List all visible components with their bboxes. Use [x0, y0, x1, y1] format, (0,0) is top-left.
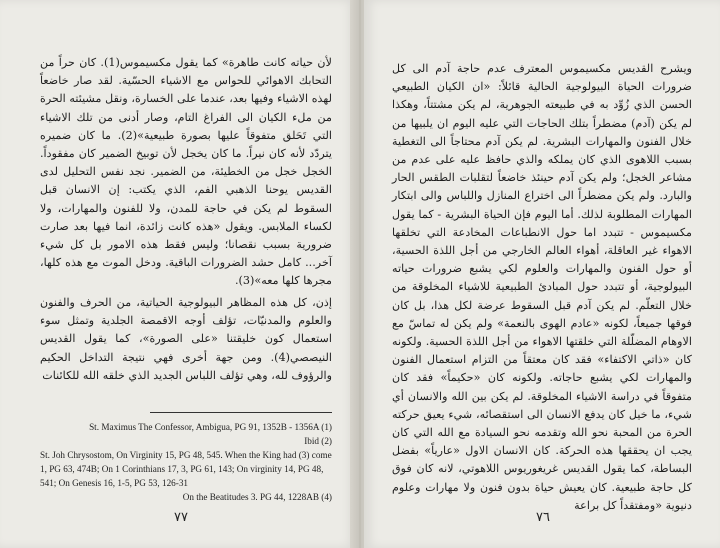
footnote-divider [150, 412, 332, 413]
left-page [0, 0, 356, 548]
footnote-4: On the Beatitudes 3. PG 44, 1228AB (4) [182, 492, 332, 502]
left-paragraph-1-text: لأن حياته كانت طاهرة» كما يقول مكسيموس(1). كان حراً من التحابك الاهوائي للحواس مع الاشياء الحسّية. لقد صار خاضعاً لهذه الاشياء وفيها بعد، عندما على الخسارة، ونقل مشيئته الحرة من ملء الكيان الى الفراغ التام، وصار أدنى من تلك الاشياء التي تَحَلق متفوقاً عليها بصورة طبيعية»(2). ما كان ضميره يتردّد لأنه كان نيراً. ما كان يخجل لأن توبيخ الضمير كان مفقوداً. الخجل خجل من الخطيئة، من الضمير. نجد نفس التحليل لدى القديس يوحنا الذهبي الفم، الذي يكتب: إن الانسان قبل السقوط لم يكن في حاجة للمدن، ولا للفنون والمهارات، ولا لكساء الملابس. ويقول «هذه كانت زائدة، انما فيها بعد صارت ضرورية بسبب نقصانا؛ وليس فقط هذه الامور بل كل شيء آخر... كامل حشد الضرورات الباقية. ودخل الموت مع هذه كلها، مجرها كلها معه»(3). [40, 56, 332, 288]
footnotes [40, 420, 332, 504]
left-page-number: ٧٧ [174, 510, 188, 525]
right-paragraph-1-text: ويشرح القديس مكسيموس المعترف عدم حاجة آدم الى كل ضرورات الحياة البيولوجية الحالية قائلاً: «ان الكيان الطبيعي الحسن الذي زُوِّد به في طبيعته الجوهرية، لم يكن مشتتاً، وهكذا لم يكن (آدم) مضطراً بتلك الحاجات التي عليه اليوم ان يلبيها من خلال الفنون والمهارات البشرية. لم يكن آدم محتاجاً الى التغطية بسبب اللاهوى الذي كان يملكه والذي حافظ عليه على عدم من مشاعر الخجل؛ ولم يكن آدم حينئذ خاضعاً لتقلبات الطقس الحار والبارد. ولم يكن مضطراً الى اختراع المنازل واللباس والى ابتكار المهارات المطلوبة لذلك. أما اليوم فإن الحياة البشرية - كما يقول مكسيموس - تتبدد اما حول الانطباعات المخادعة التي تخلقها الاهواء غير العاقلة، أهواء العالم الخارجي من أجل اللذة الحسية، أو حول الفنون والمهارات والعلوم لكي يشبع ضرورات حياته البيولوجية، أو تتبدد حول المبادئ الطبيعية للاشياء المخلوقة من خلال التعلّم. لم يكن آدم قبل السقوط عرضة لكل هذا، بل كان فوقها جميعاً، لكونه «عادم الهوى بالنعمة» ولم يكن له تماسّ مع الاوهام المضلّلة التي خلقتها الاهواء من أجل اللذة الحسية. ولكونه كان «ذاتي الاكتفاء» فقد كان معتقاً من التزام استعمال الفنون والمهارات لكي يشبع حاجاته. ولكونه كان «حكيماً» فقد كان متفوقاً في دراسة الاشياء المخلوقة. لم يكن بين الله والانسان أي شيء، ما خيل كان يدفع الانسان الى استقصائه، شيء يعيق حركته الحرة من المحبة نحو الله وتقدمه نحو السيادة مع الله التي كان يجب ان يحققها هذه الحركة. كان الانسان الاول «عارياً» بفضل البساطة، كما يقول القديس غريغوريوس اللاهوتي، لانه كان فوق كل حاجة طبيعية. كان يعيش حياة بدون فنون ولا مهارات وعلوم دنيوية «ومفتقداً كل براعة [392, 62, 692, 512]
left-paragraph-1 [40, 54, 332, 291]
footnote-2: Ibid (2) [304, 436, 332, 446]
left-paragraph-2 [40, 294, 332, 385]
right-page [364, 0, 720, 548]
right-page-number: ٧٦ [536, 510, 550, 525]
left-paragraph-2-text: إذن، كل هذه المظاهر البيولوجية الحياتية، من الحرف والفنون والعلوم والمدنيّات، تؤلف أوجه الاقمصة الجلدية وتمثل سوء استعمال كون خليقتنا «على الصورة»، كما يقول القديس النيصصي(4). ومن جهة أخرى فهي نتيجة التداخل الحكيم والرؤوف لله، وهي تؤلف اللباس الجديد الذي خلقه الله للكائنات [40, 296, 332, 382]
right-paragraph-1 [392, 60, 692, 515]
footnote-1: St. Maximus The Confessor, Ambigua, PG 91, 1352B - 1356A (1) [89, 422, 332, 432]
footnote-3: St. Joh Chrysostom, On Virginity 15, PG 48, 545. When the King had (3) come 1, PG 63, 474B; On 1 Corinthians 17, 3, PG 61, 143; On virginity 14, PG 48, 541; On Genesis 16, 1-5, PG 53, 126-31 [40, 450, 332, 488]
